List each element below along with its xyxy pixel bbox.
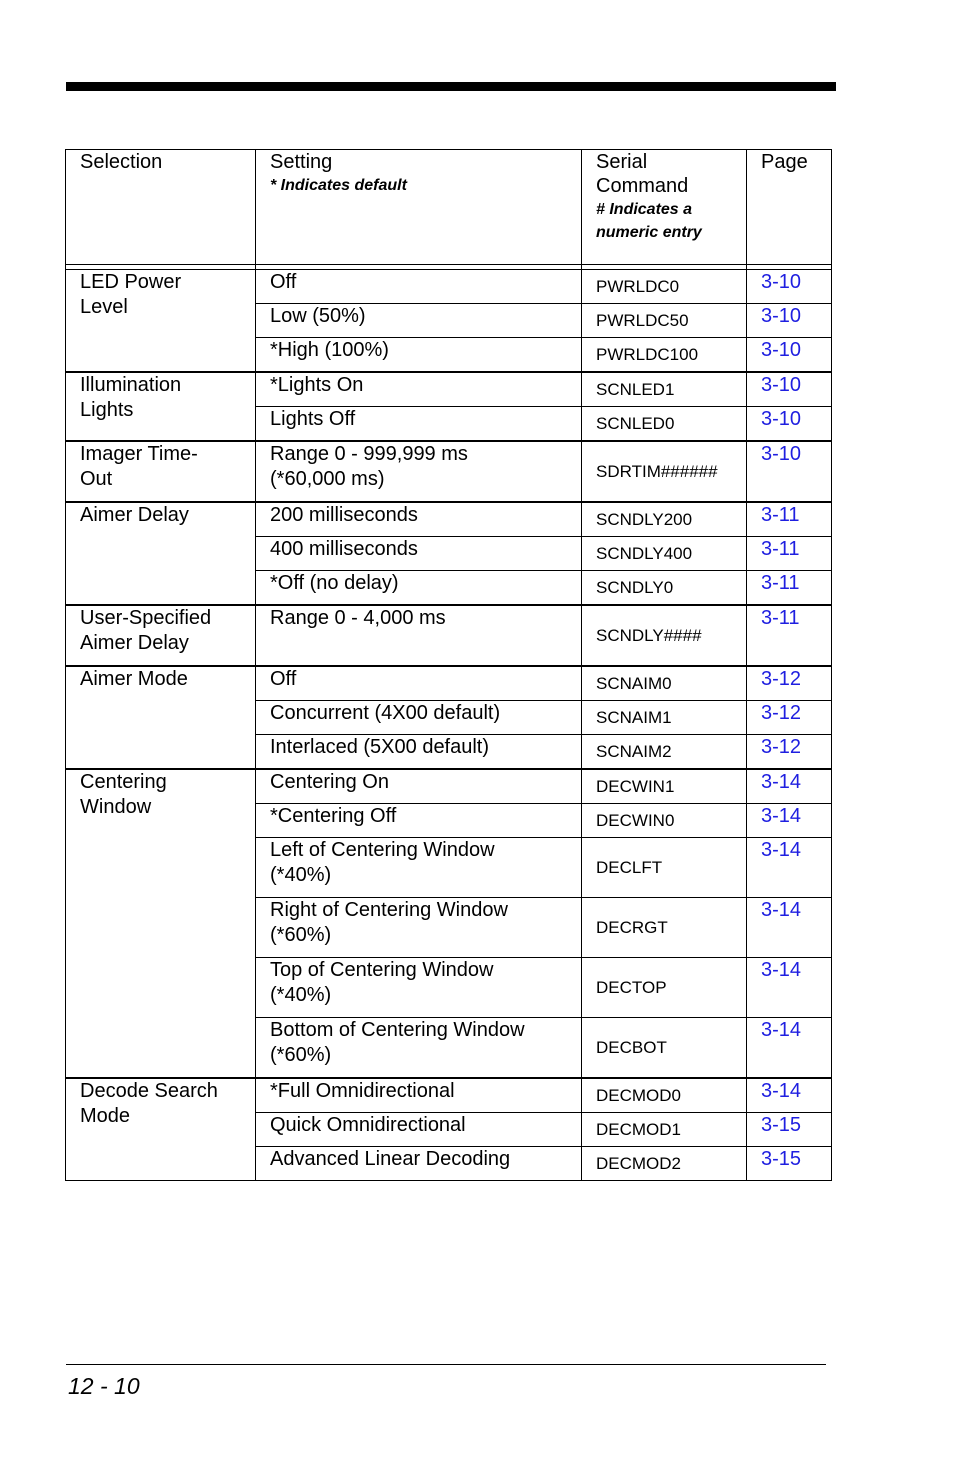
selection-text: LED Power: [80, 271, 182, 293]
header-setting: Setting * Indicates default: [256, 150, 582, 265]
page-link[interactable]: 3-14: [747, 804, 832, 838]
page-link[interactable]: 3-10: [747, 338, 832, 373]
table-row: [66, 769, 832, 804]
setting-text: 400 milliseconds: [270, 538, 418, 560]
serial-command-cell: SDRTIM######: [582, 441, 747, 502]
serial-command-cell: DECBOT: [582, 1018, 747, 1079]
serial-command-cell: PWRLDC50: [582, 304, 747, 338]
serial-command-cell: SCNDLY400: [582, 537, 747, 571]
setting-text: Left of Centering Window: [270, 839, 495, 861]
serial-command-cell: DECLFT: [582, 838, 747, 898]
serial-command-cell: PWRLDC100: [582, 338, 747, 373]
page-link[interactable]: 3-10: [747, 304, 832, 338]
selection-cell: [66, 502, 256, 605]
setting-text: (*40%): [270, 984, 332, 1006]
setting-text: (*60,000 ms): [270, 468, 385, 490]
selection-text: Centering: [80, 771, 167, 793]
page-link[interactable]: 3-14: [747, 1018, 832, 1079]
setting-cell: [256, 701, 582, 735]
serial-command-cell: DECRGT: [582, 898, 747, 958]
serial-command-cell: DECWIN0: [582, 804, 747, 838]
selection-text: Lights: [80, 399, 134, 421]
selection-text: User-Specified: [80, 607, 212, 629]
serial-command-cell: SCNDLY####: [582, 605, 747, 666]
setting-cell: [256, 338, 582, 373]
serial-command-cell: DECTOP: [582, 958, 747, 1018]
setting-text: (*60%): [270, 1044, 332, 1066]
selection-cell: [66, 666, 256, 769]
setting-cell: [256, 838, 582, 898]
table-row: [66, 1078, 832, 1113]
setting-cell: [256, 735, 582, 770]
page-link[interactable]: 3-11: [747, 537, 832, 571]
serial-command-cell: SCNDLY0: [582, 571, 747, 606]
page-link[interactable]: 3-12: [747, 701, 832, 735]
setting-cell: [256, 1113, 582, 1147]
setting-cell: [256, 441, 582, 502]
page-link[interactable]: 3-14: [747, 958, 832, 1018]
page-link[interactable]: 3-11: [747, 605, 832, 666]
setting-cell: [256, 502, 582, 537]
table-row: [66, 666, 832, 701]
serial-command-table: [65, 149, 832, 1181]
setting-cell: [256, 1078, 582, 1113]
setting-cell: [256, 804, 582, 838]
selection-text: Decode Search: [80, 1080, 218, 1102]
selection-text: Out: [80, 468, 113, 490]
table-row: [66, 502, 832, 537]
selection-text: Aimer Delay: [80, 632, 189, 654]
setting-cell: [256, 537, 582, 571]
table-row: [66, 270, 832, 304]
setting-cell: [256, 571, 582, 606]
page-link[interactable]: 3-12: [747, 735, 832, 770]
header-serial-note-2: numeric entry: [596, 224, 702, 241]
serial-command-cell: SCNAIM2: [582, 735, 747, 770]
selection-text: Imager Time-: [80, 443, 198, 465]
setting-text: Bottom of Centering Window: [270, 1019, 525, 1041]
table-row: [66, 441, 832, 502]
setting-text: Top of Centering Window: [270, 959, 494, 981]
setting-text: Range 0 - 4,000 ms: [270, 607, 446, 629]
selection-cell: [66, 1078, 256, 1181]
setting-text: Advanced Linear Decoding: [270, 1148, 511, 1170]
setting-text: 200 milliseconds: [270, 504, 418, 526]
header-page: Page: [747, 150, 832, 265]
table-row: [66, 605, 832, 666]
selection-text: Level: [80, 296, 128, 318]
serial-command-cell: SCNDLY200: [582, 502, 747, 537]
selection-cell: [66, 372, 256, 441]
setting-text: Lights Off: [270, 408, 356, 430]
selection-cell: [66, 441, 256, 502]
page-link[interactable]: 3-11: [747, 502, 832, 537]
table-row: [66, 372, 832, 407]
setting-text: Right of Centering Window: [270, 899, 508, 921]
page-link[interactable]: 3-11: [747, 571, 832, 606]
page-link[interactable]: 3-14: [747, 898, 832, 958]
page-link[interactable]: 3-12: [747, 666, 832, 701]
setting-cell: [256, 1147, 582, 1181]
setting-cell: [256, 666, 582, 701]
setting-text: Quick Omnidirectional: [270, 1114, 466, 1136]
selection-text: Aimer Mode: [80, 668, 188, 690]
selection-text: Window: [80, 796, 152, 818]
page-link[interactable]: 3-10: [747, 407, 832, 442]
serial-command-cell: SCNLED0: [582, 407, 747, 442]
page-link[interactable]: 3-10: [747, 270, 832, 304]
setting-cell: [256, 270, 582, 304]
setting-cell: [256, 304, 582, 338]
setting-text: *Off (no delay): [270, 572, 399, 594]
page-link[interactable]: 3-14: [747, 1078, 832, 1113]
serial-command-cell: SCNAIM1: [582, 701, 747, 735]
setting-text: Centering On: [270, 771, 389, 793]
serial-command-cell: DECWIN1: [582, 769, 747, 804]
serial-command-cell: PWRLDC0: [582, 270, 747, 304]
selection-text: Mode: [80, 1105, 131, 1127]
header-serial-note-1: # Indicates a: [596, 201, 693, 218]
setting-text: *Centering Off: [270, 805, 397, 827]
page-link[interactable]: 3-14: [747, 769, 832, 804]
bottom-rule: [66, 1364, 826, 1365]
setting-cell: [256, 372, 582, 407]
setting-cell: [256, 898, 582, 958]
setting-text: Low (50%): [270, 305, 366, 327]
setting-cell: [256, 958, 582, 1018]
setting-cell: [256, 1018, 582, 1079]
page-link[interactable]: 3-10: [747, 372, 832, 407]
serial-command-cell: DECMOD2: [582, 1147, 747, 1181]
table-body: [66, 265, 832, 1181]
selection-text: Illumination: [80, 374, 182, 396]
setting-text: Concurrent (4X00 default): [270, 702, 501, 724]
setting-text: (*40%): [270, 864, 332, 886]
page-link[interactable]: 3-15: [747, 1147, 832, 1181]
serial-command-cell: SCNAIM0: [582, 666, 747, 701]
setting-cell: [256, 605, 582, 666]
selection-cell: [66, 769, 256, 1078]
setting-cell: [256, 407, 582, 442]
page-link[interactable]: 3-15: [747, 1113, 832, 1147]
page-number: 12 - 10: [68, 1373, 140, 1399]
setting-text: (*60%): [270, 924, 332, 946]
page-link[interactable]: 3-10: [747, 441, 832, 502]
setting-cell: [256, 769, 582, 804]
top-rule: [66, 82, 836, 91]
selection-cell: [66, 605, 256, 666]
page-link[interactable]: 3-14: [747, 838, 832, 898]
setting-text: *High (100%): [270, 339, 389, 361]
setting-text: *Lights On: [270, 374, 364, 396]
header-setting-note: * Indicates default: [270, 177, 407, 194]
setting-text: Off: [270, 668, 297, 690]
serial-command-cell: DECMOD1: [582, 1113, 747, 1147]
serial-command-cell: SCNLED1: [582, 372, 747, 407]
setting-text: Interlaced (5X00 default): [270, 736, 490, 758]
header-serial-command: Serial Command # Indicates a numeric entry: [582, 150, 747, 265]
setting-text: *Full Omnidirectional: [270, 1080, 455, 1102]
selection-text: Aimer Delay: [80, 504, 189, 526]
header-selection: Selection: [66, 150, 256, 265]
serial-command-cell: DECMOD0: [582, 1078, 747, 1113]
setting-text: Range 0 - 999,999 ms: [270, 443, 468, 465]
setting-text: Off: [270, 271, 297, 293]
selection-cell: [66, 270, 256, 373]
table-header-row: [66, 150, 832, 265]
